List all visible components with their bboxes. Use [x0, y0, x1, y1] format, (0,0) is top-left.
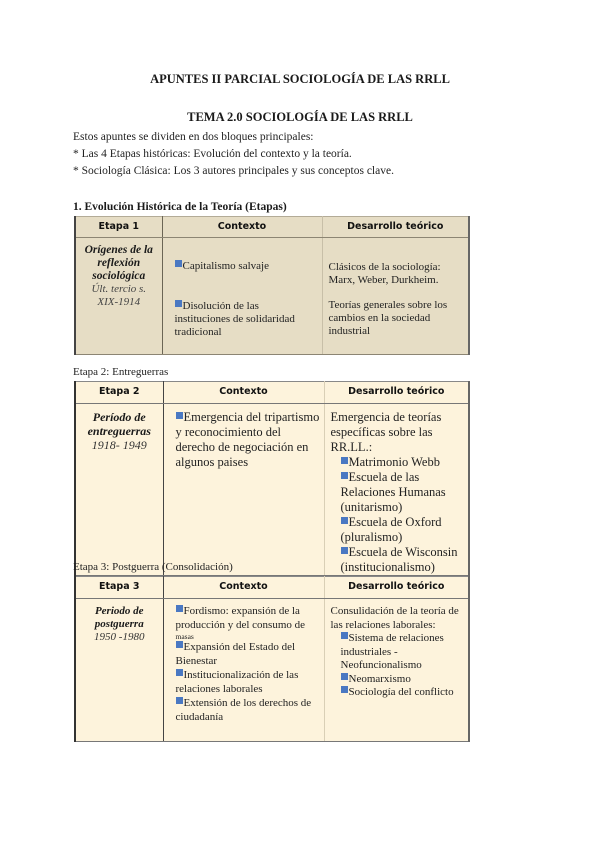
development-intro: Consulidación de la teoría de las relaciones laborales:: [330, 605, 459, 631]
stage-years: 1950 -1980: [94, 631, 145, 643]
table-row: [75, 238, 469, 355]
context-item: Capitalismo salvaje: [175, 260, 316, 273]
square-bullet-icon: [176, 412, 183, 419]
stage-name: reflexión: [97, 257, 141, 269]
development-intro: Emergencia de teorías específicas sobre las RR.LL.:: [330, 410, 442, 454]
context-item: Expansión del Estado del Bienestar: [175, 641, 296, 667]
context-item: Institucionalización de las relaciones laborales: [175, 669, 299, 695]
context-item: Fordismo: expansión de la producción y del consumo de: [175, 605, 306, 631]
development-item: Sociología del conflicto: [331, 686, 465, 700]
section-heading: 1. Evolución Histórica de la Teoría (Etapas): [73, 201, 287, 213]
stage-3-table: [74, 576, 470, 742]
stage-cell: [75, 599, 163, 742]
table-header-row: [75, 577, 469, 599]
stage-years: XIX-1914: [97, 296, 141, 308]
development-cell: [322, 238, 469, 355]
square-bullet-icon: [341, 547, 348, 554]
header-stage: Etapa 2: [75, 382, 163, 404]
development-cell: [324, 404, 469, 576]
square-bullet-icon: [341, 517, 348, 524]
context-cell: [163, 599, 324, 742]
stage-name: Periodo de: [94, 605, 144, 617]
square-bullet-icon: [341, 632, 348, 639]
document-title: APUNTES II PARCIAL SOCIOLOGÍA DE LAS RRLL: [150, 72, 450, 86]
development-item: Escuela de las Relaciones Humanas (unitarismo): [340, 470, 446, 514]
square-bullet-icon: [175, 260, 182, 267]
header-development: Desarrollo teórico: [322, 217, 469, 238]
development-cell: [324, 599, 469, 742]
stage-cell: [75, 404, 163, 576]
header-context: Contexto: [163, 382, 324, 404]
development-item: Sistema de relaciones industriales - Neofuncionalismo: [340, 632, 444, 671]
header-stage: Etapa 3: [75, 577, 163, 599]
square-bullet-icon: [341, 472, 348, 479]
square-bullet-icon: [341, 686, 348, 693]
stage-name: entreguerras: [87, 424, 151, 438]
header-context: Contexto: [162, 217, 322, 238]
development-item: Teorías generales sobre los cambios en la sociedad industrial: [328, 299, 448, 337]
context-item: Emergencia del tripartismo y reconocimiento del derecho de negociación en algunos paises: [175, 410, 320, 469]
header-development: Desarrollo teórico: [324, 382, 469, 404]
square-bullet-icon: [176, 641, 183, 648]
context-item-continuation: masas: [175, 632, 194, 641]
table-row: [75, 599, 469, 742]
context-item: Extensión de los derechos de ciudadanía: [175, 697, 312, 723]
square-bullet-icon: [175, 300, 182, 307]
header-development: Desarrollo teórico: [324, 577, 469, 599]
square-bullet-icon: [176, 697, 183, 704]
intro-line: Estos apuntes se dividen en dos bloques principales:: [73, 131, 314, 143]
intro-line: * Sociología Clásica: Los 3 autores principales y sus conceptos clave.: [73, 165, 394, 177]
context-cell: [162, 238, 322, 355]
development-item: Escuela de Oxford (pluralismo): [340, 515, 442, 544]
stage-years: 1918- 1949: [91, 438, 147, 452]
context-item: Disolución de las instituciones de solidaridad tradicional: [174, 300, 295, 338]
stage-2-table: [74, 381, 470, 576]
development-item: Clásicos de la sociología: Marx, Weber, Durkheim.: [328, 261, 441, 286]
table-row: [75, 404, 469, 576]
stage-1-table: [74, 216, 470, 355]
intro-paragraph: [73, 129, 394, 180]
stage-name: postguerra: [94, 618, 144, 630]
square-bullet-icon: [176, 669, 183, 676]
stage-name: Orígenes de la: [84, 244, 153, 256]
header-context: Contexto: [163, 577, 324, 599]
stage-name: sociológica: [92, 270, 146, 282]
development-item: Matrimonio Webb: [331, 455, 465, 470]
table-header-row: [75, 382, 469, 404]
intro-line: * Las 4 Etapas históricas: Evolución del contexto y la teoría.: [73, 148, 352, 160]
table-header-row: [75, 217, 469, 238]
square-bullet-icon: [341, 673, 348, 680]
development-item: Neomarxismo: [331, 673, 465, 687]
square-bullet-icon: [341, 457, 348, 464]
development-item: Escuela de Wisconsin (institucionalismo): [340, 545, 458, 574]
stage-years: Últ. tercio s.: [91, 283, 147, 295]
stage-cell: [75, 238, 162, 355]
header-stage: Etapa 1: [75, 217, 162, 238]
context-cell: [163, 404, 324, 576]
stage-2-label: Etapa 2: Entreguerras: [73, 366, 169, 378]
document-subtitle: TEMA 2.0 SOCIOLOGÍA DE LAS RRLL: [187, 110, 413, 124]
square-bullet-icon: [176, 605, 183, 612]
stage-name: Período de: [92, 410, 146, 424]
stage-3-label: Etapa 3: Postguerra (Consolidación): [73, 561, 233, 573]
